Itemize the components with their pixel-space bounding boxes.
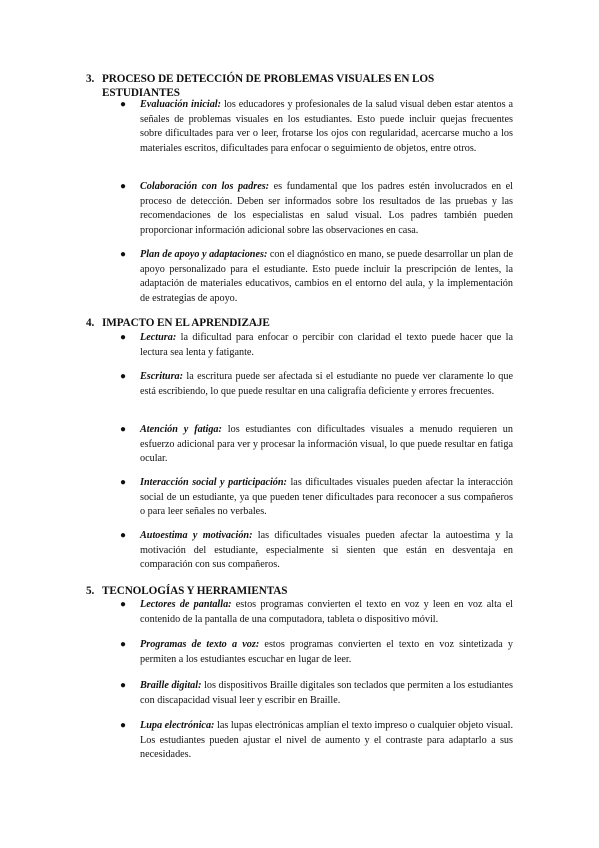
section-heading [86, 72, 526, 100]
item-text: estos programas convierten el texto en voz sintetizada y permiten a los estudiantes escuchar en lugar de leer. [140, 639, 514, 665]
list-item [120, 679, 513, 708]
item-text: los educadores y profesionales de la salud visual deben estar atentos a señales de problemas visuales en los estudiantes. Esto puede incluir quejas frecuentes sobre dificultades para ver o leer, frotarse los ojos con regularidad, acercarse mucho a los materiales escritos, dificultades para enfocar o seguimiento de objetos, entre otros. [140, 99, 514, 154]
list-item [120, 423, 513, 467]
item-term: Atención y fatiga: [140, 424, 222, 435]
item-text: estos programas convierten el texto en voz y leen en voz alta el contenido de la pantalla de una computadora, tableta o dispositivo móvil. [140, 599, 513, 625]
list-item [120, 180, 513, 238]
item-text: es fundamental que los padres estén involucrados en el proceso de detección. Deben ser informados sobre los resultados de las pruebas y las recomendaciones de los especialistas en salud visual. Los padres también pueden proporcionar información adicional sobre las observaciones en casa. [140, 181, 513, 236]
list-item [120, 370, 513, 399]
section-title: IMPACTO EN EL APRENDIZAJE [102, 317, 270, 329]
bullet-icon: ● [120, 477, 127, 488]
section-title: TECNOLOGÍAS Y HERRAMIENTAS [102, 585, 288, 597]
list-item [120, 638, 514, 667]
list-item [120, 98, 514, 156]
bullet-icon: ● [120, 639, 127, 650]
list-item [120, 719, 513, 763]
item-term: Lupa electrónica: [140, 720, 215, 731]
bullet-icon: ● [120, 249, 127, 260]
item-text: las dificultades visuales pueden afectar la autoestima y la motivación del estudiante, especialmente si sienten que están en desventaja en comparación con sus compañeros. [140, 530, 514, 571]
list-item [120, 248, 513, 306]
bullet-icon: ● [120, 332, 127, 343]
item-text: los dispositivos Braille digitales son teclados que permiten a los estudiantes con discapacidad visual leer y escribir en Braille. [140, 680, 513, 706]
list-item [120, 598, 513, 627]
item-term: Braille digital: [140, 680, 202, 691]
section-number: 4. [86, 317, 95, 329]
item-text: los estudiantes con dificultades visuales a menudo requieren un esfuerzo adicional para ver y procesar la información visual, lo que puede resultar en fatiga ocular. [140, 424, 513, 465]
item-term: Lectura: [140, 332, 177, 343]
bullet-icon: ● [120, 530, 127, 541]
bullet-icon: ● [120, 181, 127, 192]
section-heading [86, 316, 526, 330]
item-text: la dificultad para enfocar o percibir con claridad el texto puede hacer que la lectura sea lenta y fatigante. [140, 332, 513, 358]
list-item [120, 529, 514, 573]
bullet-icon: ● [120, 599, 127, 610]
section-number: 3. [86, 73, 95, 85]
item-term: Escritura: [140, 371, 184, 382]
item-text: las dificultades visuales pueden afectar la interacción social de un estudiante, ya que pueden tener dificultades para reconocer a sus compañeros o para leer señales no verbales. [140, 477, 513, 518]
list-item [120, 476, 513, 520]
bullet-icon: ● [120, 680, 127, 691]
section-heading [86, 584, 526, 598]
item-term: Lectores de pantalla: [140, 599, 232, 610]
item-text: la escritura puede ser afectada si el estudiante no puede ver claramente lo que está escribiendo, lo que puede resultar en una caligrafía deficiente y errores frecuentes. [140, 371, 513, 397]
bullet-icon: ● [120, 99, 127, 110]
item-term: Programas de texto a voz: [140, 639, 260, 650]
bullet-icon: ● [120, 371, 127, 382]
item-term: Colaboración con los padres: [140, 181, 270, 192]
section-title-continued: ESTUDIANTES [102, 87, 180, 99]
item-term: Interacción social y participación: [140, 477, 287, 488]
section-number: 5. [86, 585, 95, 597]
bullet-icon: ● [120, 720, 127, 731]
item-text: las lupas electrónicas amplían el texto impreso o cualquier objeto visual. Los estudiantes pueden ajustar el nivel de aumento y el contraste para adaptarlo a sus necesidades. [140, 720, 513, 761]
list-item [120, 331, 513, 360]
item-text: con el diagnóstico en mano, se puede desarrollar un plan de apoyo personalizado para el estudiante. Esto puede incluir la prescripción de lentes, la adaptación de materiales educativos, cambios en el entorno del aula, y la implementación de estrategias de apoyo. [140, 249, 513, 304]
item-term: Autoestima y motivación: [140, 530, 253, 541]
item-term: Evaluación inicial: [140, 99, 222, 110]
section-title: PROCESO DE DETECCIÓN DE PROBLEMAS VISUALES EN LOS [102, 73, 435, 85]
bullet-icon: ● [120, 424, 127, 435]
item-term: Plan de apoyo y adaptaciones: [140, 249, 268, 260]
